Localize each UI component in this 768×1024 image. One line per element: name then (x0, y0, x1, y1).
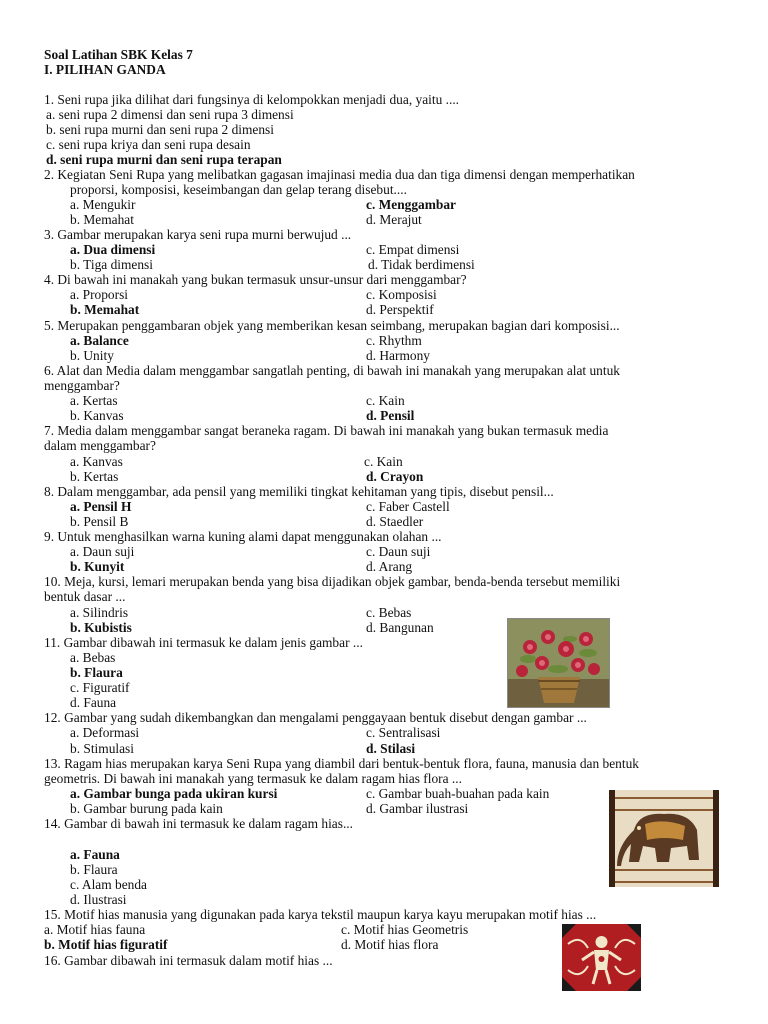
q13-option-a: a. Gambar bunga pada ukiran kursi (70, 786, 278, 801)
q7-stem: 7. Media dalam menggambar sangat beraneka ragam. Di bawah ini manakah yang bukan termasuk media (44, 423, 609, 438)
q1-option-b: b. seni rupa murni dan seni rupa 2 dimensi (46, 122, 274, 137)
q7-option-d: d. Crayon (366, 469, 424, 484)
q13-option-c: c. Gambar buah-buahan pada kain (366, 786, 550, 801)
q3-option-c: c. Empat dimensi (366, 242, 460, 257)
q12-stem: 12. Gambar yang sudah dikembangkan dan mengalami penggayaan bentuk disebut dengan gambar ... (44, 710, 587, 725)
q3-stem: 3. Gambar merupakan karya seni rupa murni berwujud ... (44, 227, 352, 242)
q2-option-a: a. Mengukir (70, 197, 136, 212)
q6-option-c: c. Kain (366, 393, 405, 408)
q15-option-d: d. Motif hias flora (341, 937, 439, 952)
q6-option-d: d. Pensil (366, 408, 415, 423)
q3-option-d: d. Tidak berdimensi (368, 257, 475, 272)
q4-option-a: a. Proporsi (70, 287, 129, 302)
q11-option-d: d. Fauna (70, 695, 117, 710)
q5-option-b: b. Unity (70, 348, 114, 363)
q4-option-d: d. Perspektif (366, 302, 434, 317)
q12-option-c: c. Sentralisasi (366, 725, 441, 740)
q3-option-b: b. Tiga dimensi (70, 257, 153, 272)
q8-option-c: c. Faber Castell (366, 499, 450, 514)
q6-option-a: a. Kertas (70, 393, 118, 408)
q2-option-d: d. Merajut (366, 212, 422, 227)
q12-option-d: d. Stilasi (366, 741, 416, 756)
q7-option-a: a. Kanvas (70, 454, 123, 469)
q14-option-a: a. Fauna (70, 847, 120, 862)
q6-stem-cont: menggambar? (44, 378, 120, 393)
q3-option-a: a. Dua dimensi (70, 242, 156, 257)
q1-stem: 1. Seni rupa jika dilihat dari fungsinya di kelompokkan menjadi dua, yaitu .... (44, 92, 460, 107)
q8-option-d: d. Staedler (366, 514, 424, 529)
q5-option-c: c. Rhythm (366, 333, 422, 348)
q11-stem: 11. Gambar dibawah ini termasuk ke dalam jenis gambar ... (44, 635, 363, 650)
q7-option-c: c. Kain (364, 454, 403, 469)
q10-option-a: a. Silindris (70, 605, 129, 620)
q13-option-d: d. Gambar ilustrasi (366, 801, 469, 816)
q10-option-b: b. Kubistis (70, 620, 132, 635)
q10-stem-cont: bentuk dasar ... (44, 589, 126, 604)
q15-option-c: c. Motif hias Geometris (341, 922, 469, 937)
q8-option-b: b. Pensil B (70, 514, 129, 529)
q5-stem: 5. Merupakan penggambaran objek yang memberikan kesan seimbang, merupakan bagian dari komposisi... (44, 318, 620, 333)
q2-option-c: c. Menggambar (366, 197, 456, 212)
q11-option-a: a. Bebas (70, 650, 116, 665)
q9-stem: 9. Untuk menghasilkan warna kuning alami dapat menggunakan olahan ... (44, 529, 442, 544)
q10-option-c: c. Bebas (366, 605, 412, 620)
q5-option-a: a. Balance (70, 333, 129, 348)
q4-stem: 4. Di bawah ini manakah yang bukan termasuk unsur-unsur dari menggambar? (44, 272, 467, 287)
q7-option-b: b. Kertas (70, 469, 119, 484)
q4-option-b: b. Memahat (70, 302, 140, 317)
q9-option-a: a. Daun suji (70, 544, 135, 559)
q2-option-b: b. Memahat (70, 212, 134, 227)
q10-option-d: d. Bangunan (366, 620, 434, 635)
q7-stem-cont: dalam menggambar? (44, 438, 156, 453)
q9-option-c: c. Daun suji (366, 544, 431, 559)
q14-option-d: d. Ilustrasi (70, 892, 127, 907)
q2-stem-cont: proporsi, komposisi, keseimbangan dan gelap terang disebut.... (70, 182, 407, 197)
q14-option-b: b. Flaura (70, 862, 118, 877)
q12-option-b: b. Stimulasi (70, 741, 134, 756)
flower-basket-icon (508, 619, 609, 707)
flower-painting-image (507, 618, 610, 708)
q6-stem: 6. Alat dan Media dalam menggambar sangatlah penting, di bawah ini manakah yang merupakan alat untuk (44, 363, 620, 378)
q14-stem: 14. Gambar di bawah ini termasuk ke dalam ragam hias... (44, 816, 354, 831)
q13-option-b: b. Gambar burung pada kain (70, 801, 223, 816)
figure-motif-icon (562, 924, 641, 991)
elephant-icon (609, 790, 719, 887)
elephant-batik-image (609, 790, 719, 887)
q9-option-b: b. Kunyit (70, 559, 125, 574)
q2-stem: 2. Kegiatan Seni Rupa yang melibatkan gagasan imajinasi media dua dan tiga dimensi dengan memperhatikan (44, 167, 635, 182)
q15-stem: 15. Motif hias manusia yang digunakan pada karya tekstil maupun karya kayu merupakan motif hias ... (44, 907, 597, 922)
q14-option-c: c. Alam benda (70, 877, 147, 892)
q1-option-d: d. seni rupa murni dan seni rupa terapan (46, 152, 282, 167)
figure-motif-image (562, 924, 641, 991)
q16-stem: 16. Gambar dibawah ini termasuk dalam motif hias ... (44, 953, 333, 968)
q1-option-c: c. seni rupa kriya dan seni rupa desain (46, 137, 251, 152)
q10-stem: 10. Meja, kursi, lemari merupakan benda yang bisa dijadikan objek gambar, benda-benda tersebut memiliki (44, 574, 621, 589)
q15-option-a: a. Motif hias fauna (44, 922, 146, 937)
q9-option-d: d. Arang (366, 559, 413, 574)
q4-option-c: c. Komposisi (366, 287, 437, 302)
q13-stem: 13. Ragam hias merupakan karya Seni Rupa yang diambil dari bentuk-bentuk flora, fauna, manusia dan bentuk (44, 756, 639, 771)
q12-option-a: a. Deformasi (70, 725, 140, 740)
q8-stem: 8. Dalam menggambar, ada pensil yang memiliki tingkat kehitaman yang tipis, disebut pensil... (44, 484, 554, 499)
doc-title: Soal Latihan SBK Kelas 7 (44, 47, 193, 62)
q11-option-b: b. Flaura (70, 665, 123, 680)
section-heading: I. PILIHAN GANDA (44, 62, 166, 77)
q6-option-b: b. Kanvas (70, 408, 124, 423)
q1-option-a: a. seni rupa 2 dimensi dan seni rupa 3 dimensi (46, 107, 294, 122)
q13-stem-cont: geometris. Di bawah ini manakah yang termasuk ke dalam ragam hias flora ... (44, 771, 462, 786)
q8-option-a: a. Pensil H (70, 499, 132, 514)
q15-option-b: b. Motif hias figuratif (44, 937, 168, 952)
q5-option-d: d. Harmony (366, 348, 430, 363)
q11-option-c: c. Figuratif (70, 680, 130, 695)
